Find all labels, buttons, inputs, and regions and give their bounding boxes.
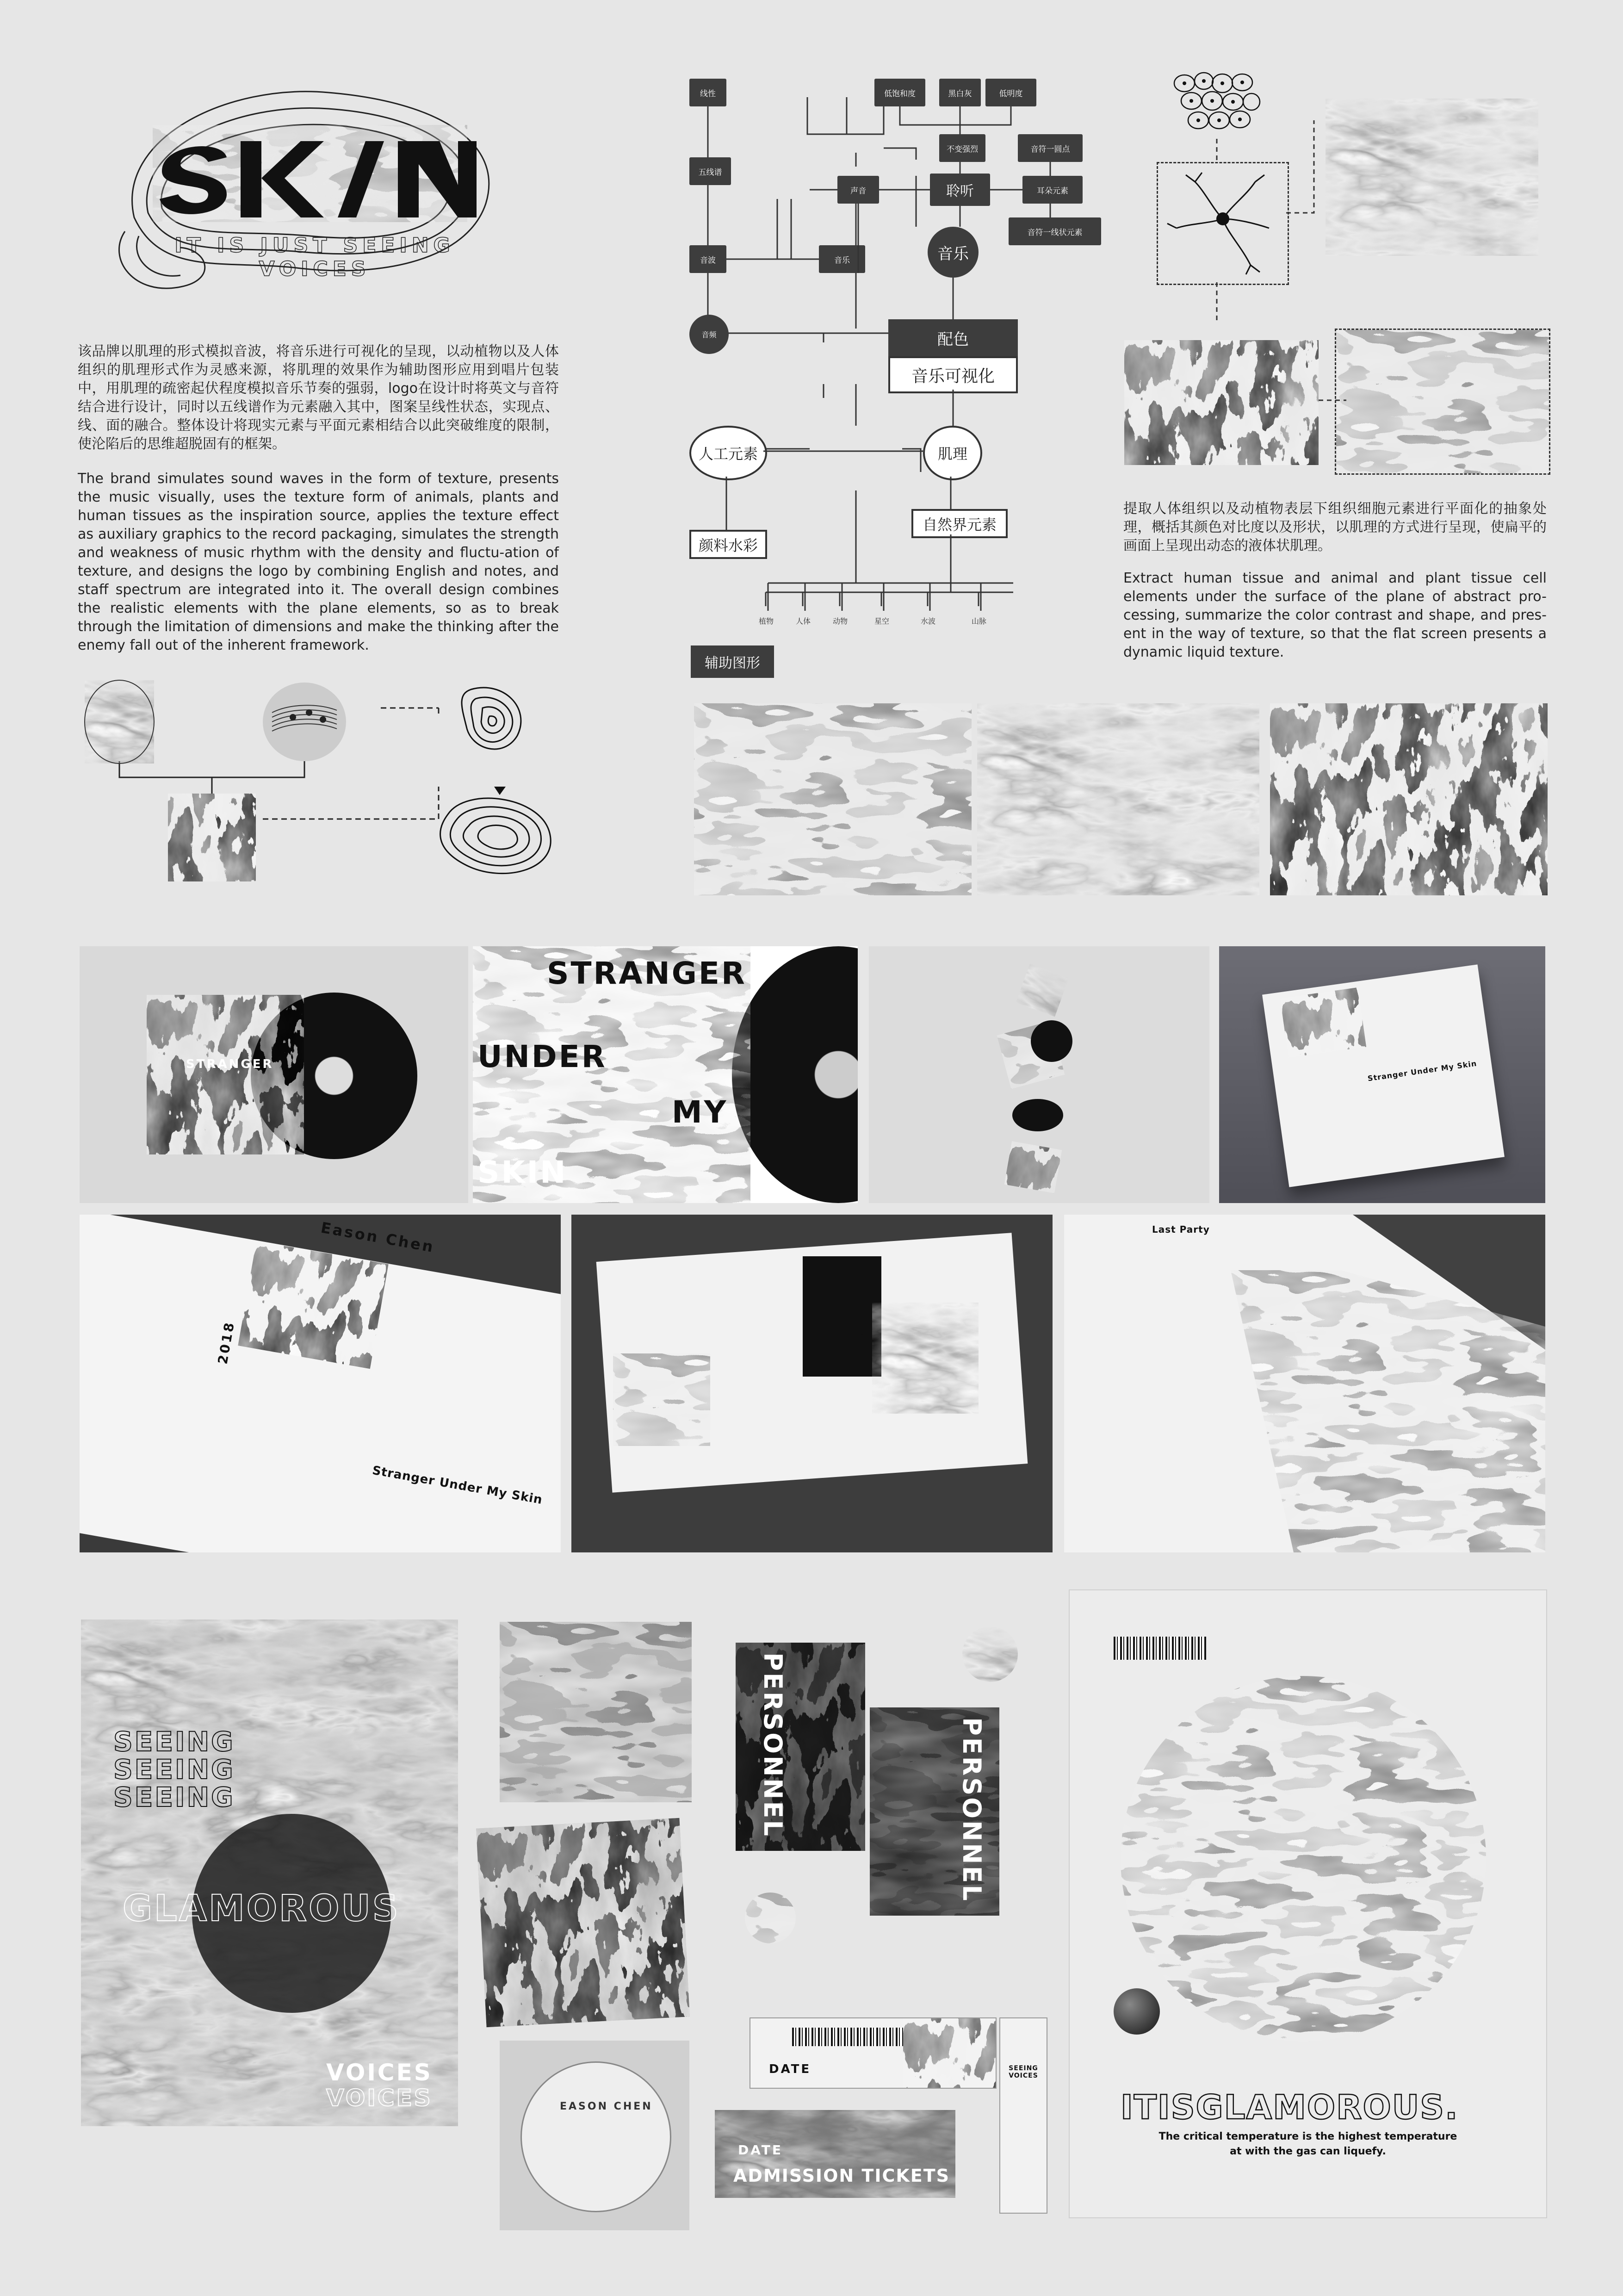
stub-label: SEEING VOICES bbox=[1009, 2065, 1038, 2079]
mind-map-links bbox=[689, 74, 1129, 652]
leaf-plant: 植物 bbox=[759, 617, 774, 626]
personnel-badge-1 bbox=[736, 1643, 865, 1851]
leaf-animal: 动物 bbox=[833, 617, 848, 626]
intro-zh: 该品牌以肌理的形式模拟音波，将音乐进行可视化的呈现，以动植物以及人体组织的肌理形式作为灵感来源，将肌理的效果作为辅助图形应用到唱片包装中，用肌理的疏密起伏程度模拟音乐节奏的强弱，logo在设计时将英文与音符结合进行设计，同时以五线谱作为元素融入其中，图案呈线性状态，实现点、线、面的融合。整体设计将现实元素与平面元素相结合以此突破维度的限制，使沦陷后的思维超脱固有的框架。 bbox=[78, 343, 559, 452]
cover-word-1: STRANGER bbox=[547, 956, 747, 991]
booklet1-title: Stranger Under My Skin bbox=[371, 1463, 544, 1508]
skin-logo bbox=[106, 65, 514, 305]
node-dot-note: 音符一圆点 bbox=[1018, 134, 1083, 162]
ticket1-barcode bbox=[792, 2028, 903, 2046]
badge-word-2: PERSONNEL bbox=[957, 1717, 986, 1903]
aux-graphic-2 bbox=[977, 703, 1259, 895]
booklet2-image-right bbox=[872, 1303, 979, 1414]
cd-package-2 bbox=[476, 1818, 690, 2027]
dashed-link-2 bbox=[1319, 398, 1346, 403]
open-booklet-3 bbox=[1064, 1215, 1545, 1552]
booklet2-dark-panel bbox=[803, 1256, 881, 1377]
bag-title: ITISGLAMOROUS. bbox=[1121, 2088, 1459, 2127]
poster-voices-2: VOICES bbox=[326, 2085, 433, 2111]
poster-glamorous: GLAMOROUS bbox=[123, 1888, 400, 1930]
node-music-visual: 音乐可视化 bbox=[888, 356, 1018, 393]
sticker-circle-2 bbox=[745, 1893, 796, 1943]
leaf-water: 水波 bbox=[921, 617, 936, 626]
leaf-mountain: 山脉 bbox=[972, 617, 987, 626]
cd-package-1 bbox=[500, 1622, 692, 1802]
aux-graphics-label: 辅助图形 bbox=[691, 645, 774, 678]
cd-disc bbox=[520, 2061, 671, 2212]
poster-voices-1: VOICES bbox=[326, 2059, 433, 2086]
booklet3-heading: Last Party bbox=[1152, 1224, 1210, 1235]
node-strong: 不变强烈 bbox=[939, 134, 985, 162]
ticket-stub bbox=[999, 2017, 1047, 2214]
node-low-saturation: 低饱和度 bbox=[874, 79, 925, 106]
booklet1-year: 2018 bbox=[215, 1320, 238, 1365]
vinyl-mockup-1 bbox=[80, 946, 468, 1203]
node-sound: 声音 bbox=[837, 176, 879, 204]
cover-word-4: SKIN bbox=[477, 1154, 568, 1190]
bag-barcode bbox=[1114, 1637, 1206, 1660]
cover-record bbox=[732, 946, 858, 1203]
node-artificial-label: 人工元素 bbox=[698, 445, 758, 463]
node-frequency: 音频 bbox=[689, 315, 729, 354]
node-nature: 自然界元素 bbox=[911, 509, 1008, 538]
folded-booklet-mockup bbox=[1219, 946, 1545, 1203]
texture-photo-3 bbox=[1335, 329, 1550, 475]
node-music-small: 音乐 bbox=[819, 245, 865, 273]
cover-word-2: UNDER bbox=[477, 1039, 607, 1074]
cd-artist: EASON CHEN bbox=[560, 2101, 653, 2112]
ticket2-label: ADMISSION TICKETS bbox=[733, 2166, 950, 2186]
leaf-star: 星空 bbox=[874, 617, 890, 626]
cd-package-3 bbox=[500, 2041, 689, 2230]
node-texture-label: 肌理 bbox=[937, 445, 967, 463]
node-color-scheme: 配色 bbox=[888, 319, 1018, 356]
cover-word-3: MY bbox=[672, 1094, 728, 1130]
poster-word-1: SEEING bbox=[113, 1726, 235, 1757]
texture-evolution-diagram bbox=[78, 671, 564, 902]
float-sleeve-3 bbox=[1004, 1141, 1062, 1193]
texture-photo-1 bbox=[1326, 99, 1538, 256]
intro-en: The brand simulates sound waves in the form of texture, presents the music visually, uses the texture form of animals, plants and human tissues as the inspiration source, applies the texture effect as auxiliary graphics to the record packaging, simulates the strength and weakness of music rhythm with the density and fluctu-ation of texture, and designs the logo by combining English and notes, and staff spectrum are integrated into it. The overall design combines the realistic elements with the plane elements, so as to break through the limitation of dimensions and make the thinking after the enemy fall out of the inherent framework. bbox=[78, 471, 559, 653]
floating-vinyl-mockup bbox=[869, 946, 1209, 1203]
node-ear: 耳朵元素 bbox=[1022, 176, 1083, 204]
node-music: 音乐 bbox=[928, 227, 979, 278]
poster-word-3: SEEING bbox=[113, 1781, 235, 1813]
extract-en: Extract human tissue and animal and plant tissue cell elements under the surface of the plane of abstract pro-cessing, summarize the color contrast and shape, and pres-ent in the way of texture, so that the flat screen presents a dynamic liquid texture. bbox=[1123, 570, 1547, 660]
dashed-connectors bbox=[1157, 120, 1319, 324]
booklet-image bbox=[1280, 987, 1366, 1058]
ticket1-texture bbox=[903, 2018, 996, 2088]
node-line-note: 音符一线状元素 bbox=[1009, 217, 1101, 245]
open-booklet-2 bbox=[571, 1215, 1053, 1552]
glamorous-poster bbox=[81, 1620, 458, 2126]
bag-marble-sphere bbox=[1121, 1676, 1486, 2042]
node-staff: 五线谱 bbox=[689, 157, 731, 185]
poster-word-2: SEEING bbox=[113, 1754, 235, 1785]
bag-caption: The critical temperature is the highest temperature at with the gas can liquefy. bbox=[1158, 2131, 1457, 2157]
node-soundwave: 音波 bbox=[689, 245, 726, 273]
booklet2-image-left bbox=[613, 1353, 710, 1446]
bag-planet bbox=[1114, 1988, 1160, 2035]
leaf-human: 人体 bbox=[796, 617, 811, 626]
vinyl-sleeve-title: STRANGER bbox=[186, 1057, 274, 1071]
node-watercolor: 颜料水彩 bbox=[689, 530, 767, 559]
aux-graphic-1 bbox=[694, 703, 972, 895]
ticket1-date: DATE bbox=[769, 2062, 812, 2076]
ticket2-date: DATE bbox=[738, 2142, 783, 2158]
node-linear: 线性 bbox=[689, 79, 726, 106]
node-low-brightness: 低明度 bbox=[985, 79, 1036, 106]
badge-word-1: PERSONNEL bbox=[758, 1652, 787, 1838]
glamorous-poster-bag bbox=[1069, 1589, 1547, 2218]
ticket-2 bbox=[715, 2110, 955, 2198]
node-listen: 聆听 bbox=[930, 174, 990, 206]
booklet2-page-num: 01 bbox=[854, 1333, 868, 1341]
aux-graphic-3 bbox=[1270, 703, 1548, 895]
booklet-title-small: Stranger Under My Skin bbox=[1367, 1059, 1478, 1083]
logo-tagline: IT IS JUST SEEING VOICES bbox=[174, 234, 455, 281]
float-record-1 bbox=[1031, 1020, 1072, 1062]
node-bw: 黑白灰 bbox=[939, 79, 981, 106]
float-record-2 bbox=[1012, 1099, 1063, 1131]
cover-art bbox=[473, 946, 858, 1203]
vinyl-sleeve bbox=[147, 995, 304, 1154]
personnel-badge-2 bbox=[870, 1707, 999, 1916]
booklet1-artist: Eason Chen bbox=[319, 1218, 436, 1256]
extract-zh: 提取人体组织以及动植物表层下组织细胞元素进行平面化的抽象处理，概括其颜色对比度以及形状，以肌理的方式进行呈现，使扁平的画面上呈现出动态的液体状肌理。 bbox=[1123, 501, 1547, 554]
ticket-1 bbox=[750, 2017, 997, 2089]
texture-photo-2 bbox=[1124, 340, 1319, 465]
sticker-circle-1 bbox=[962, 1626, 1018, 1682]
open-booklet-1 bbox=[80, 1215, 561, 1552]
float-sleeve-1 bbox=[1016, 963, 1069, 1017]
